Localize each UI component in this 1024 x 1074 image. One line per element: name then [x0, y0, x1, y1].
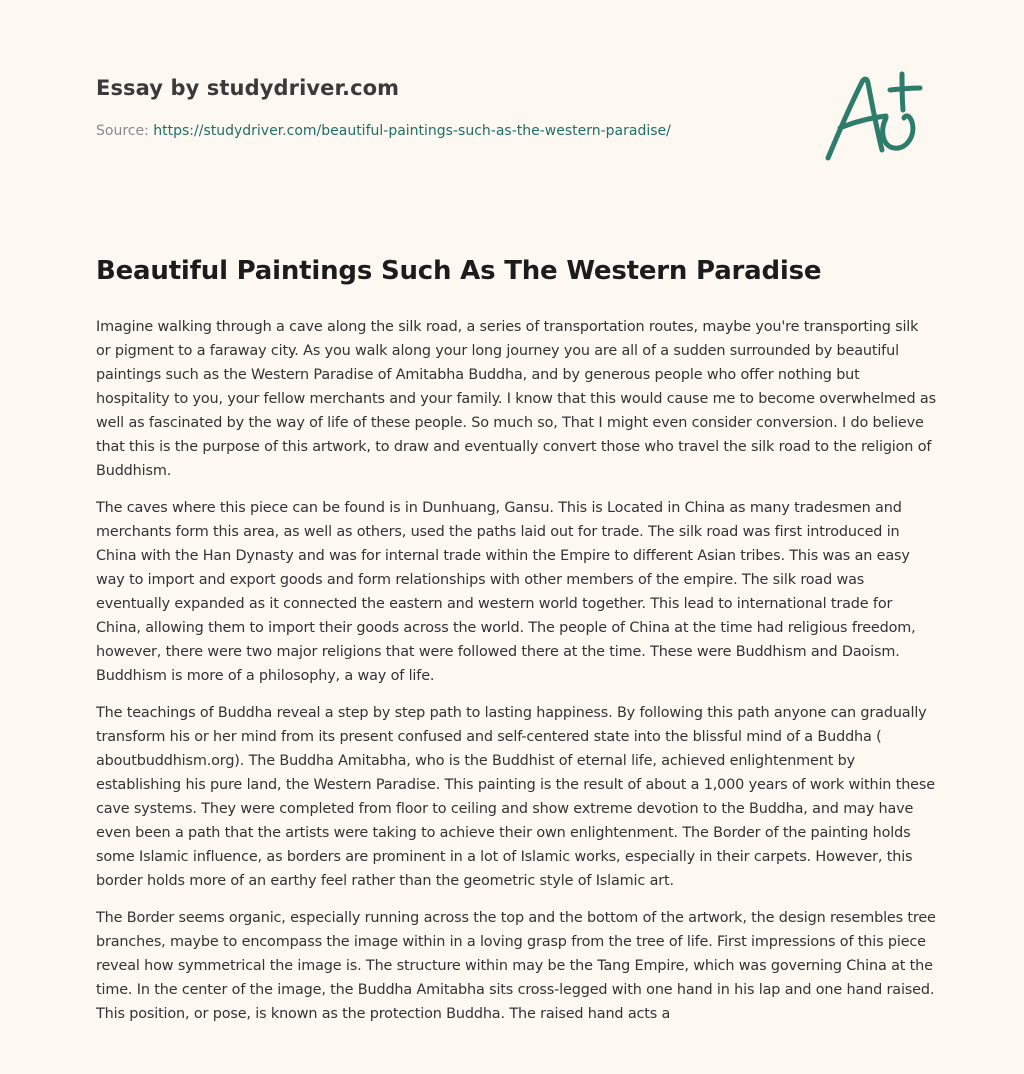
source-line: [96, 123, 671, 139]
source-link[interactable]: https://studydriver.com/beautiful-paintings-such-as-the-western-paradise/: [153, 123, 671, 139]
essay-title: Beautiful Paintings Such As The Western Paradise: [96, 256, 822, 286]
source-label: Source:: [96, 123, 149, 139]
essay-paragraph-4: The Border seems organic, especially running across the top and the bottom of the artwork, the design resembles tree branches, maybe to encompass the image within in a loving grasp from the tree of life. First impressions of this piece reveal how symmetrical the image is. The structure within may be the Tang Empire, which was governing China at the time. In the center of the image, the Buddha Amitabha sits cross-legged with one hand in his lap and one hand raised. This position, or pose, is known as the protection Buddha. The raised hand acts a: [96, 910, 936, 1022]
essay-paragraph-1: Imagine walking through a cave along the silk road, a series of transportation routes, maybe you're transporting silk or pigment to a faraway city. As you walk along your long journey you are all of a sudden surrounded by beautiful paintings such as the Western Paradise of Amitabha Buddha, and by generous people who offer nothing but hospitality to you, your fellow merchants and your family. I know that this would cause me to become overwhelmed as well as fascinated by the way of life of these people. So much so, That I might even consider conversion. I do believe that this is the purpose of this artwork, to draw and eventually convert those who travel the silk road to the religion of Buddhism.: [96, 319, 936, 479]
essay-paragraph-2: The caves where this piece can be found is in Dunhuang, Gansu. This is Located in China as many tradesmen and merchants form this area, as well as others, used the paths laid out for trade. The silk road was first introduced in China with the Han Dynasty and was for internal trade within the Empire to different Asian tribes. This was an easy way to import and export goods and form relationships with other members of the empire. The silk road was eventually expanded as it connected the eastern and western world together. This lead to international trade for China, allowing them to import their goods across the world. The people of China at the time had religious freedom, however, there were two major religions that were followed there at the time. These were Buddhism and Daoism. Buddhism is more of a philosophy, a way of life.: [96, 500, 916, 684]
a-plus-logo-icon: [820, 66, 924, 166]
essay-paragraph-3: The teachings of Buddha reveal a step by step path to lasting happiness. By following this path anyone can gradually transform his or her mind from its present confused and self-centered state into the blissful mind of a Buddha ( aboutbuddhism.org). The Buddha Amitabha, who is the Buddhist of eternal life, achieved enlightenment by establishing his pure land, the Western Paradise. This painting is the result of about a 1,000 years of work within these cave systems. They were completed from floor to ceiling and show extreme devotion to the Buddha, and may have even been a path that the artists were taking to achieve their own enlightenment. The Border of the painting holds some Islamic influence, as borders are prominent in a lot of Islamic works, especially in their carpets. However, this border holds more of an earthy feel rather than the geometric style of Islamic art.: [96, 705, 935, 889]
brand-heading: Essay by studydriver.com: [96, 76, 400, 100]
essay-body: [96, 315, 936, 1039]
